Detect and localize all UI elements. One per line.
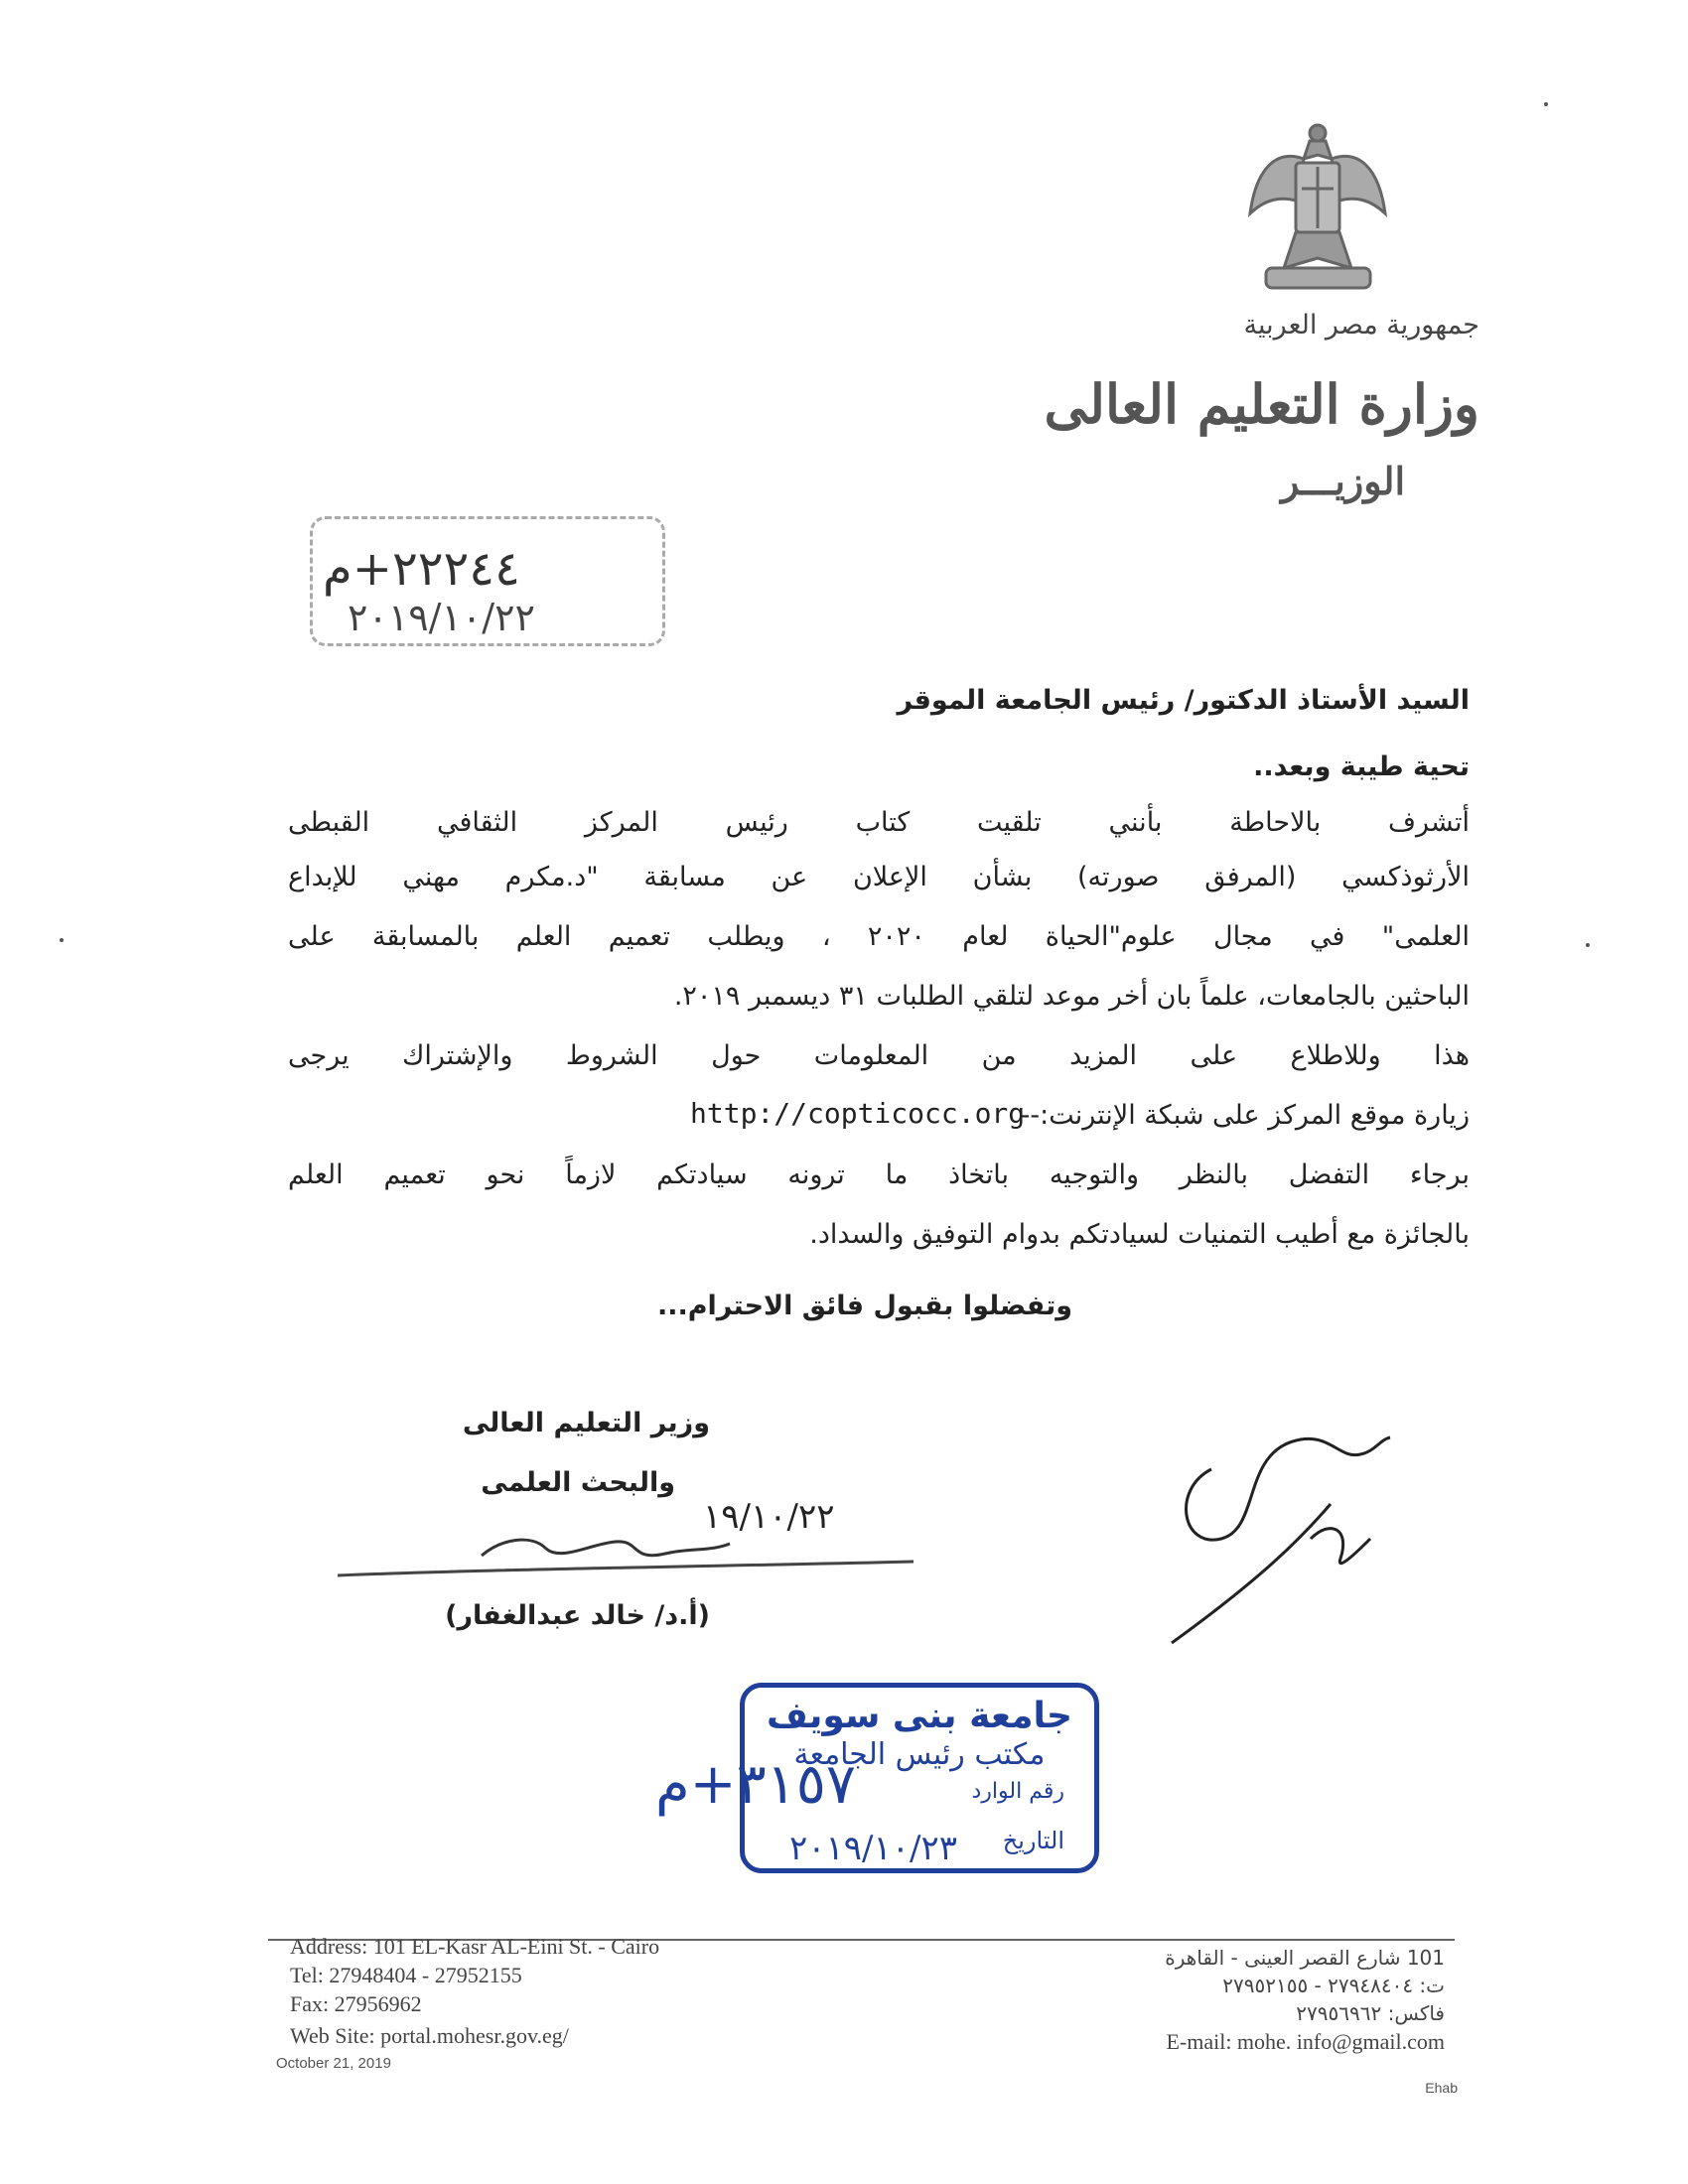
eagle-emblem-icon	[1246, 119, 1390, 293]
stamp-university-name: جامعة بنى سويف	[767, 1696, 1072, 1736]
incoming-number: ٢٢٢٤٤+م	[323, 541, 520, 597]
minister-office-title: الوزيـــر	[1280, 459, 1405, 503]
signatory-name: (أ.د/ خالد عبدالغفار)	[445, 1600, 710, 1631]
body-line: زيارة موقع المركز على شبكة الإنترنت:--	[1020, 1100, 1470, 1131]
scan-speck	[60, 938, 64, 942]
closing-line: وتفضلوا بقبول فائق الاحترام...	[656, 1291, 1072, 1321]
scan-speck	[1586, 943, 1590, 947]
ministry-title: وزارة التعليم العالى	[1044, 372, 1479, 436]
footer-address-ar: 101 شارع القصر العينى - القاهرة	[1165, 1946, 1445, 1970]
body-line: الأرثوذكسي (المرفق صورته) بشأن الإعلان عن مسابقة "د.مكرم مهني للإبداع	[288, 862, 1470, 892]
footer-tel-en: Tel: 27948404 - 27952155	[290, 1963, 522, 1987]
body-line: برجاء التفضل بالنظر والتوجيه باتخاذ ما ترونه سيادتكم لازماً نحو تعميم العلم	[288, 1160, 1470, 1190]
body-line: بالجائزة مع أطيب التمنيات لسيادتكم بدوام التوفيق والسداد.	[809, 1219, 1470, 1250]
document-date: October 21, 2019	[276, 2055, 391, 2072]
stamp-date-label: التاريخ	[1002, 1827, 1064, 1854]
footer-fax-ar: فاكس: ٢٧٩٥٦٩٦٢	[1296, 2001, 1445, 2025]
minister-signature	[333, 1504, 918, 1583]
university-president-signature	[1162, 1410, 1400, 1648]
stamp-incoming-number: ٣١٥٧+م	[655, 1752, 856, 1817]
footer-address-en: Address: 101 EL-Kasr AL-Eini St. - Cairo	[290, 1934, 660, 1959]
footer-fax-en: Fax: 27956962	[290, 1991, 422, 2016]
scan-speck	[1544, 102, 1548, 106]
greeting: تحية طيبة وبعد..	[1253, 751, 1470, 782]
incoming-date: ٢٠١٩/١٠/٢٢	[348, 596, 535, 639]
signature-date: ١٩/١٠/٢٢	[703, 1497, 835, 1537]
footer-email[interactable]: E-mail: mohe. info@gmail.com	[1166, 2029, 1445, 2054]
website-link[interactable]: http://copticocc.org	[690, 1097, 1026, 1130]
republic-title: جمهورية مصر العربية	[1243, 310, 1479, 341]
signatory-title: وزير التعليم العالى	[462, 1408, 710, 1438]
stamp-incoming-label: رقم الوارد	[971, 1779, 1064, 1804]
body-line: الباحثين بالجامعات، علماً بان أخر موعد لتلقي الطلبات ٣١ ديسمبر ٢٠١٩.	[673, 981, 1470, 1012]
stamp-office-name: مكتب رئيس الجامعة	[793, 1737, 1046, 1772]
body-line: هذا وللاطلاع على المزيد من المعلومات حول الشروط والإشتراك يرجى	[288, 1040, 1470, 1071]
salutation: السيد الأستاذ الدكتور/ رئيس الجامعة الموقر	[897, 685, 1470, 716]
scanner-name: Ehab	[1425, 2080, 1458, 2096]
footer-website-en: Web Site: portal.mohesr.gov.eg/	[290, 2023, 569, 2048]
body-line: العلمى" في مجال علوم"الحياة لعام ٢٠٢٠ ، ويطلب تعميم العلم بالمسابقة على	[288, 921, 1470, 952]
signatory-title: والبحث العلمى	[481, 1467, 675, 1498]
footer-tel-ar: ت: ٢٧٩٤٨٤٠٤ - ٢٧٩٥٢١٥٥	[1222, 1974, 1445, 1997]
body-line: أتشرف بالاحاطة بأنني تلقيت كتاب رئيس المركز الثقافي القبطى	[288, 807, 1470, 838]
stamp-date: ٢٠١٩/١٠/٢٣	[789, 1829, 958, 1868]
